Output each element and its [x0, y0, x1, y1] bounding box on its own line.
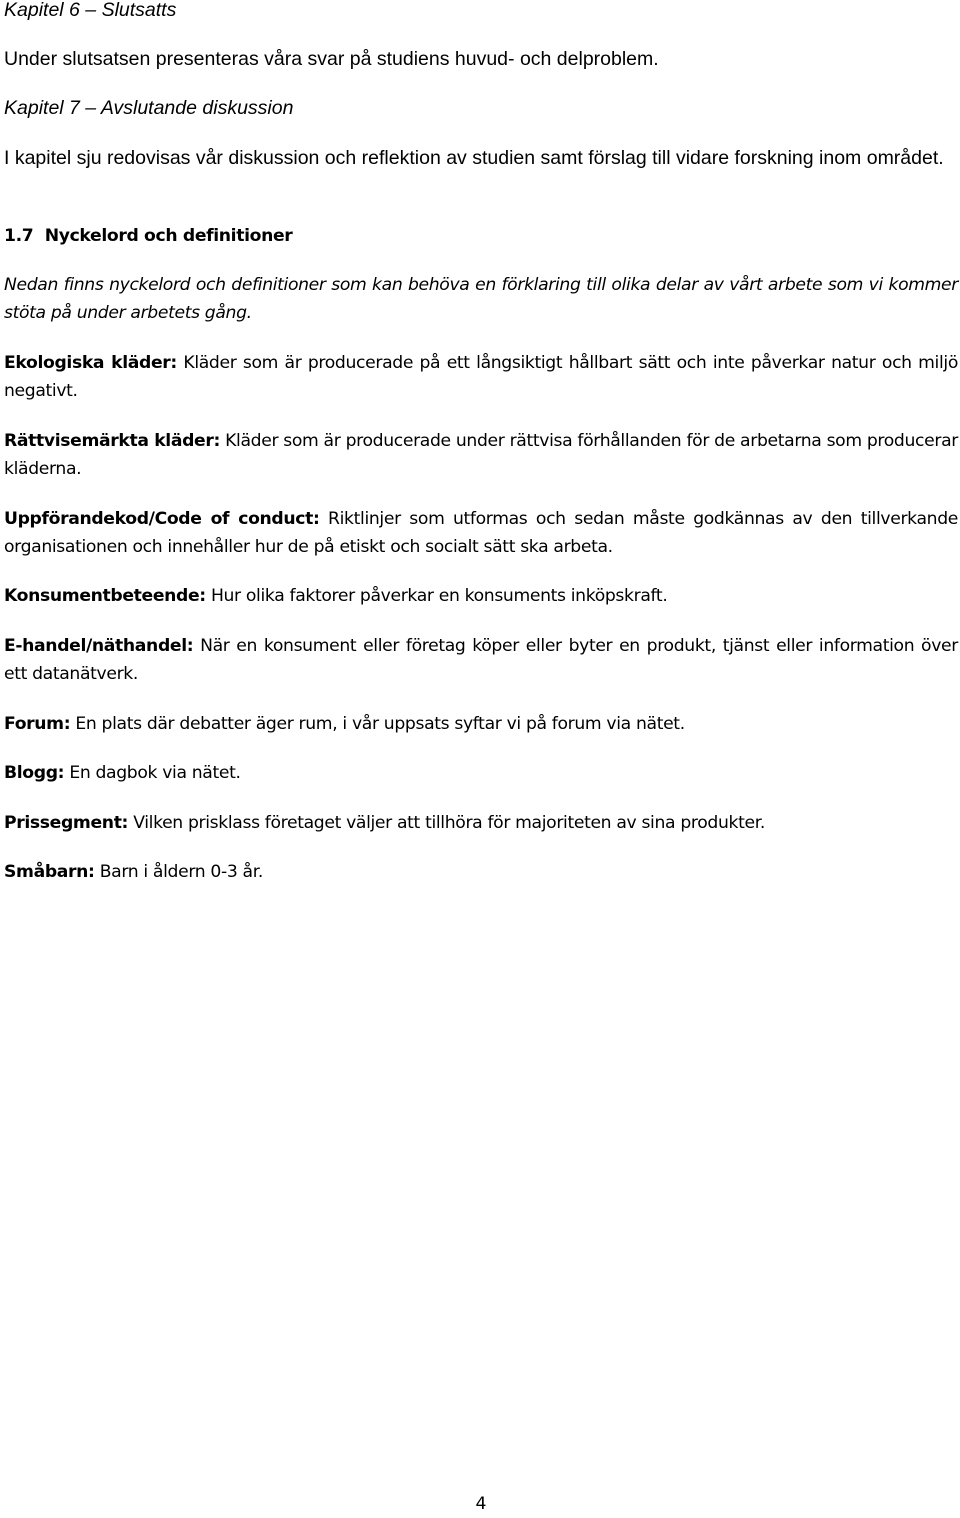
section-number: 1.7	[4, 226, 34, 246]
definition-text: En plats där debatter äger rum, i vår uppsats syftar vi på forum via nätet.	[75, 714, 685, 734]
definition-text: Vilken prisklass företaget väljer att tillhöra för majoriteten av sina produkter.	[133, 813, 765, 833]
definition-item	[4, 632, 958, 688]
definition-term: E-handel/näthandel:	[4, 636, 194, 656]
definition-text: Kläder som är producerade på ett långsiktigt hållbart sätt och inte påverkar natur och miljö negativt.	[4, 353, 958, 401]
section-title: Nyckelord och definitioner	[44, 226, 293, 246]
definition-text: Riktlinjer som utformas och sedan måste godkännas av den tillverkande organisationen och innehåller hur de på etiskt och socialt sätt ska arbeta.	[4, 509, 958, 557]
definition-text: Barn i åldern 0-3 år.	[99, 862, 263, 882]
definition-text: När en konsument eller företag köper eller byter en produkt, tjänst eller information över ett datanätverk.	[4, 636, 958, 684]
document-page	[4, 0, 958, 1515]
page-number: 4	[475, 1494, 487, 1514]
chapter7-heading: Kapitel 7 – Avslutande diskussion	[4, 97, 294, 119]
definition-item	[4, 427, 958, 483]
definition-text: Kläder som är producerade under rättvisa förhållanden för de arbetarna som producerar kläderna.	[4, 431, 958, 479]
chapter6-heading: Kapitel 6 – Slutsatts	[4, 0, 177, 21]
definition-item	[4, 349, 958, 405]
definition-text: Hur olika faktorer påverkar en konsuments inköpskraft.	[210, 586, 668, 606]
definition-item	[4, 582, 958, 610]
definition-item	[4, 710, 958, 738]
definition-term: Småbarn:	[4, 862, 95, 882]
definition-term: Rättvisemärkta kläder:	[4, 431, 220, 451]
definition-item	[4, 505, 958, 561]
section-intro: Nedan finns nyckelord och definitioner som kan behöva en förklaring till olika delar av vårt arbete som vi kommer stöta på under arbetets gång.	[4, 275, 958, 323]
definition-item	[4, 759, 958, 787]
section-heading	[4, 222, 292, 250]
definition-term: Prissegment:	[4, 813, 129, 833]
chapter6-text: Under slutsatsen presenteras våra svar på studiens huvud- och delproblem.	[4, 48, 659, 70]
definition-term: Uppförandekod/Code of conduct:	[4, 509, 320, 529]
definition-term: Ekologiska kläder:	[4, 353, 177, 373]
definition-item	[4, 809, 958, 837]
chapter7-text: I kapitel sju redovisas vår diskussion och reflektion av studien samt förslag till vidare forskning inom området.	[4, 147, 944, 169]
definition-term: Blogg:	[4, 763, 65, 783]
definition-term: Forum:	[4, 714, 71, 734]
definition-term: Konsumentbeteende:	[4, 586, 206, 606]
definition-item	[4, 858, 958, 886]
definition-text: En dagbok via nätet.	[69, 763, 241, 783]
